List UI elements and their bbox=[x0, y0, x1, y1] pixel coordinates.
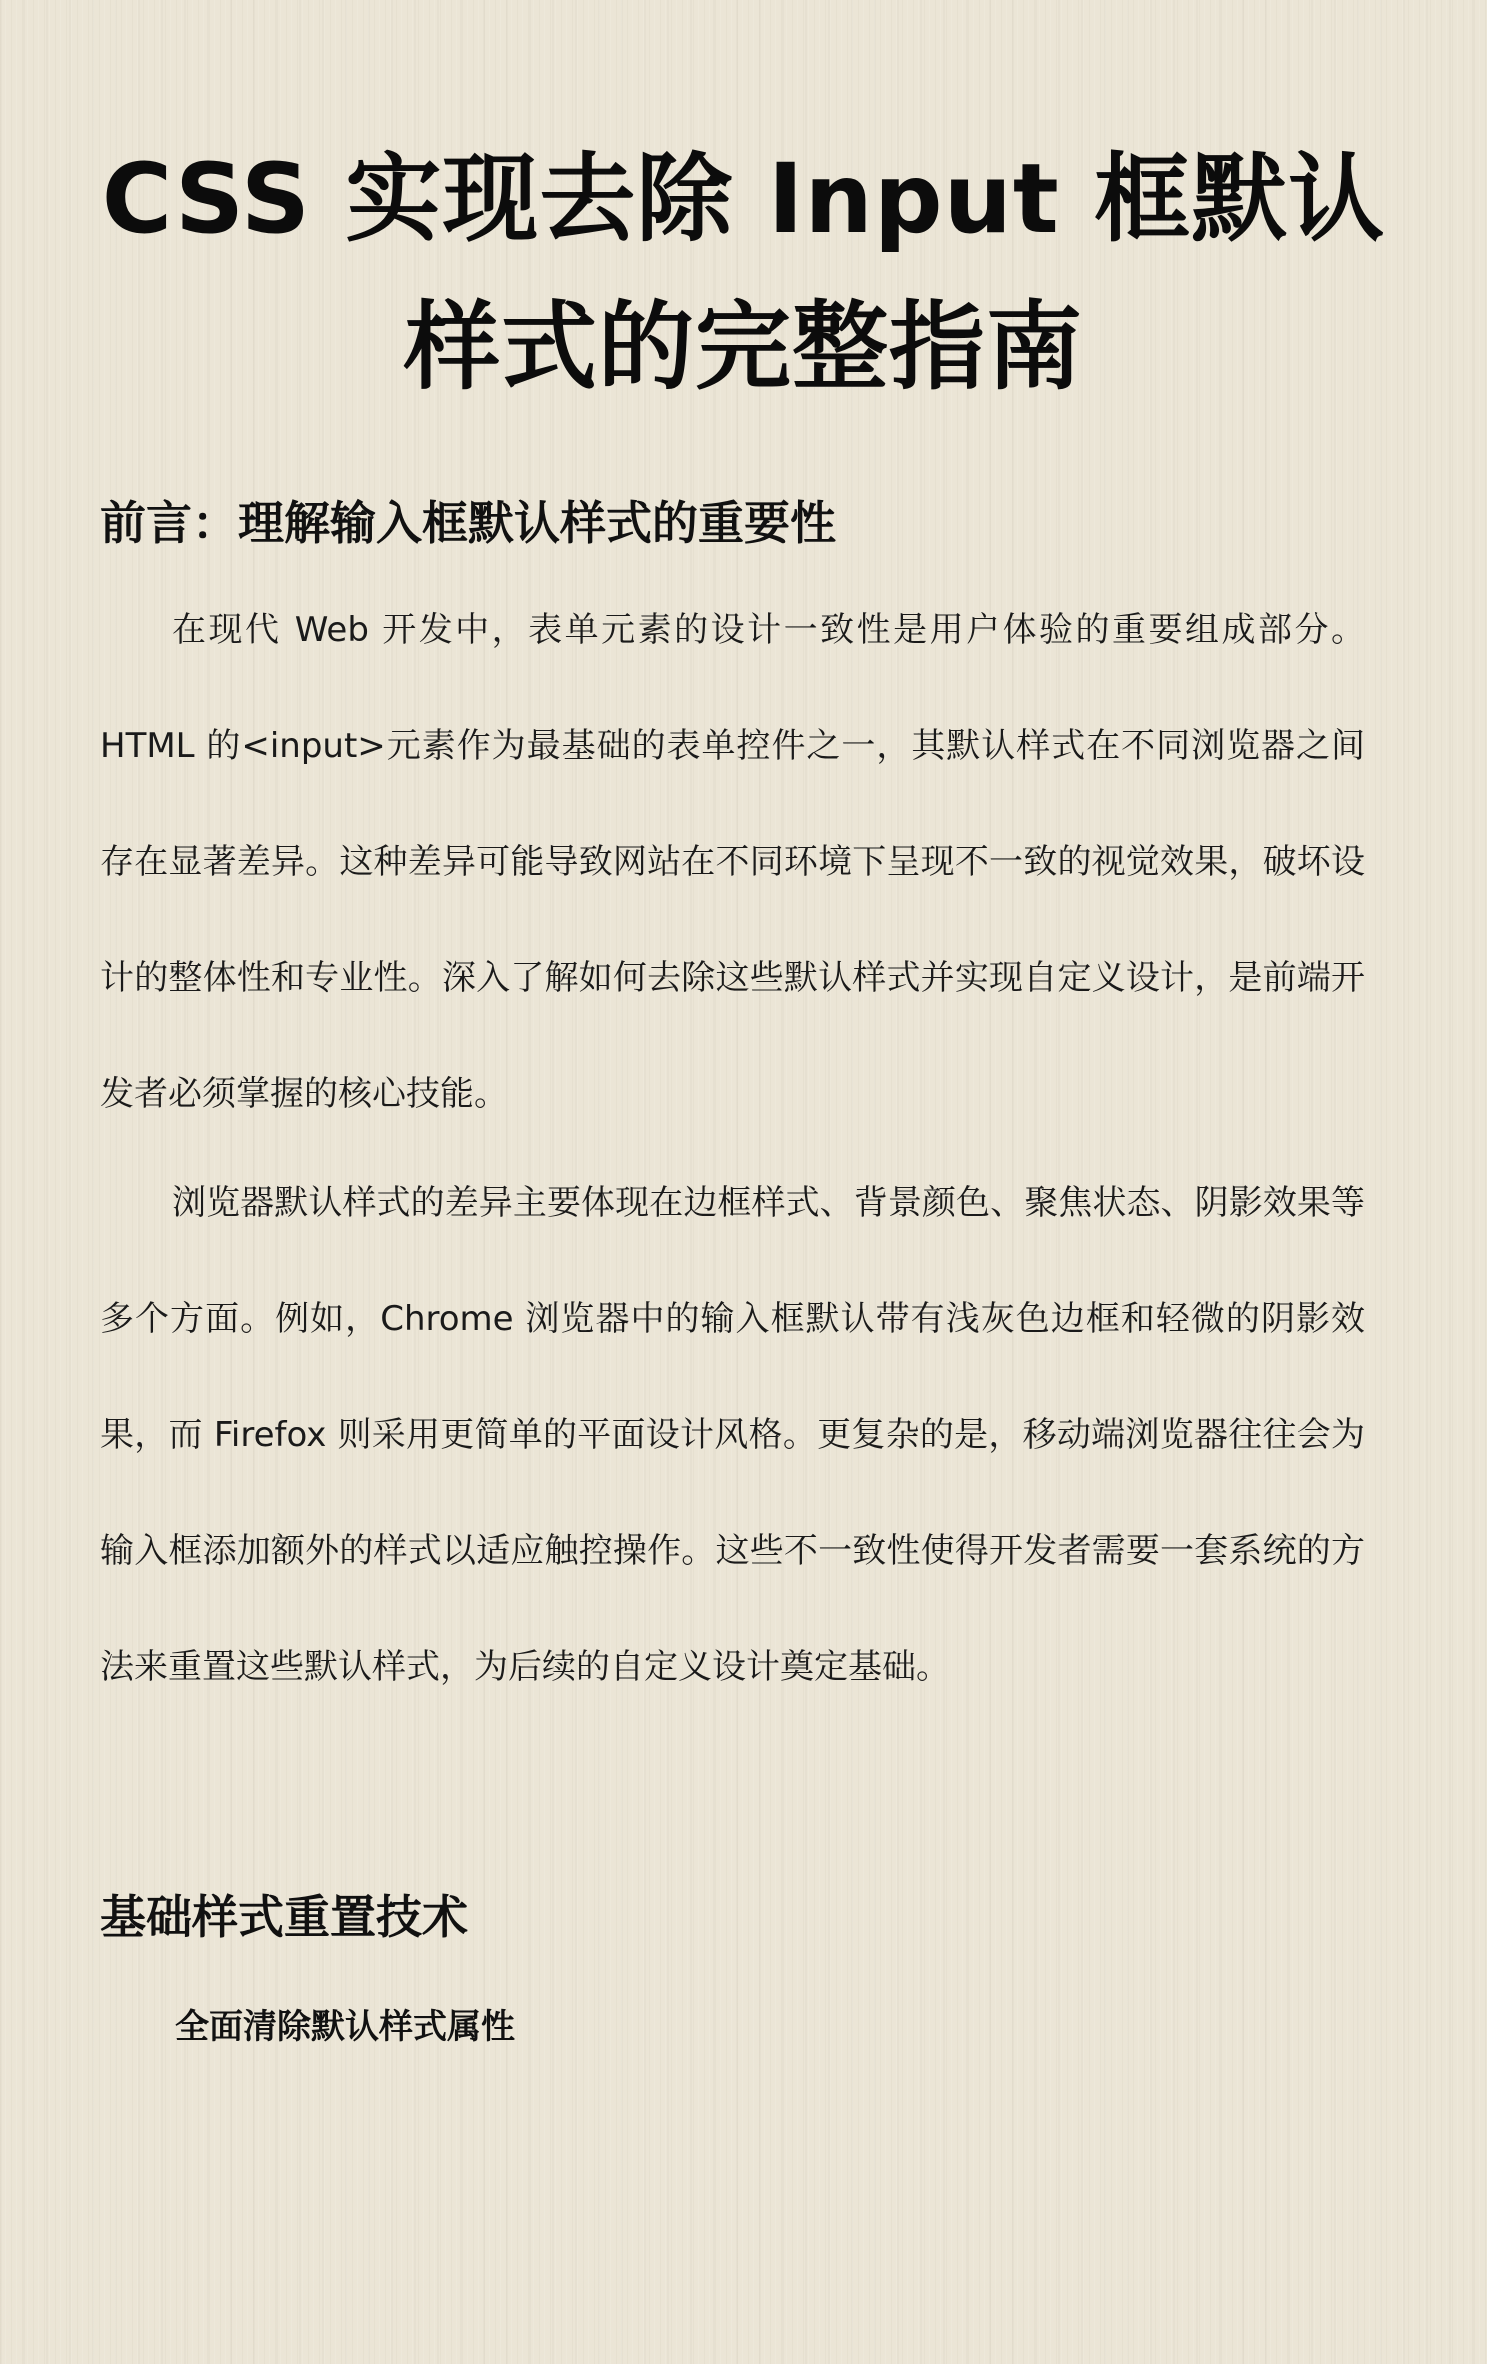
paragraph-preface-1: 在现代 Web 开发中，表单元素的设计一致性是用户体验的重要组成部分。HTML 的<input>元素作为最基础的表单控件之一，其默认样式在不同浏览器之间存在显著差异。这种差异可能导致网站在不同环境下呈现不一致的视觉效果，破坏设计的整体性和专业性。深入了解如何去除这些默认样式并实现自定义设计，是前端开发者必须掌握的核心技能。 bbox=[100, 610, 1365, 1114]
document-title: CSS 实现去除 Input 框默认样式的完整指南 bbox=[101, 143, 1386, 403]
paragraph-preface-2: 浏览器默认样式的差异主要体现在边框样式、背景颜色、聚焦状态、阴影效果等多个方面。例如，Chrome 浏览器中的输入框默认带有浅灰色边框和轻微的阴影效果，而 Firefox 则采用更简单的平面设计风格。更复杂的是，移动端浏览器往往会为输入框添加额外的样式以适应触控操作。这些不一致性使得开发者需要一套系统的方法来重置这些默认样式，为后续的自定义设计奠定基础。 bbox=[100, 1183, 1365, 1687]
section-heading-preface: 前言：理解输入框默认样式的重要性 bbox=[100, 496, 836, 550]
section-heading-basic-reset: 基础样式重置技术 bbox=[100, 1890, 468, 1944]
subsection-heading-clear-defaults: 全面清除默认样式属性 bbox=[175, 2007, 515, 2047]
